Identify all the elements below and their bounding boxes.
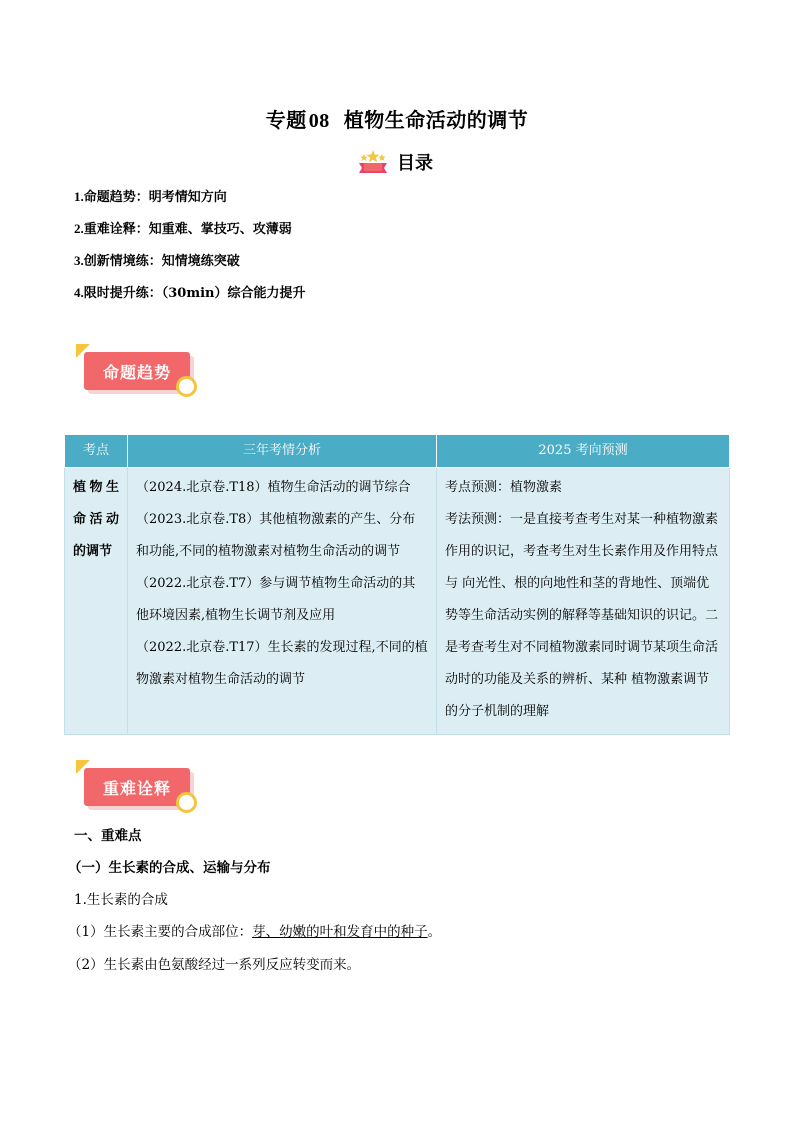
page-title: 专题 08 植物生命活动的调节	[265, 108, 529, 132]
badge-ring-icon	[176, 792, 197, 813]
heading-level-1: 一、重难点	[74, 828, 142, 844]
forecast-line: 考法预测：一是直接考查考生对某一种植物激素作用的识记，考查考生对生长素作用及作用特点与 向光性、根的向地性和茎的背地性、顶端优势等生命活动实例的解释等基础知识的识记。二是考查考生对不同植物激素同时调节某项生命活动时的功能及关系的辨析、某种 植物激素调节的分子机制的理解	[445, 512, 719, 719]
analysis-line: （2022.北京卷.T7）参与调节植物生命活动的其他环境因素,植物生长调节剂及应用	[136, 576, 416, 623]
section-badge-key: 重难诠释	[66, 756, 202, 818]
underlined-answer: 芽、幼嫩的叶和发育中的种子	[252, 924, 428, 940]
header-forecast: 2025 考向预测	[437, 435, 730, 468]
analysis-line: （2023.北京卷.T8）其他植物激素的产生、分布和功能,不同的植物激素对植物生命活动的调节	[136, 512, 416, 559]
forecast-line: 考点预测：植物激素	[445, 480, 563, 495]
toc-heading: 目录	[357, 147, 433, 177]
badge-corner-icon	[76, 344, 90, 358]
heading-level-3: 1.生长素的合成	[74, 892, 168, 908]
exam-trend-table	[64, 434, 730, 735]
cell-analysis	[128, 468, 437, 735]
paragraph-1: （1）生长素主要的合成部位：芽、幼嫩的叶和发育中的种子。	[68, 924, 442, 940]
analysis-line: （2024.北京卷.T18）植物生命活动的调节综合	[136, 480, 411, 495]
cell-topic: 植物生命活动的调节	[65, 468, 128, 735]
analysis-line: （2022.北京卷.T17）生长素的发现过程,不同的植物激素对植物生命活动的调节	[136, 640, 428, 687]
paragraph-2: （2）生长素由色氨酸经过一系列反应转变而来。	[68, 957, 361, 973]
table-row	[65, 468, 730, 735]
section-badge-trend: 命题趋势	[66, 340, 202, 402]
toc-item-1[interactable]: 1.命题趋势：明考情知方向	[74, 189, 227, 205]
header-analysis: 三年考情分析	[128, 435, 437, 468]
heading-level-2: （一）生长素的合成、运输与分布	[68, 860, 271, 876]
ribbon-stars-icon	[357, 149, 389, 175]
toc-item-4[interactable]: 4.限时提升练：（30min）综合能力提升	[74, 285, 306, 301]
cell-forecast	[437, 468, 730, 735]
table-header-row	[65, 435, 730, 468]
toc-item-2[interactable]: 2.重难诠释：知重难、掌技巧、攻薄弱	[74, 221, 292, 237]
badge-ring-icon	[176, 376, 197, 397]
toc-item-3[interactable]: 3.创新情境练：知情境练突破	[74, 253, 240, 269]
badge-corner-icon	[76, 760, 90, 774]
header-topic: 考点	[65, 435, 128, 468]
